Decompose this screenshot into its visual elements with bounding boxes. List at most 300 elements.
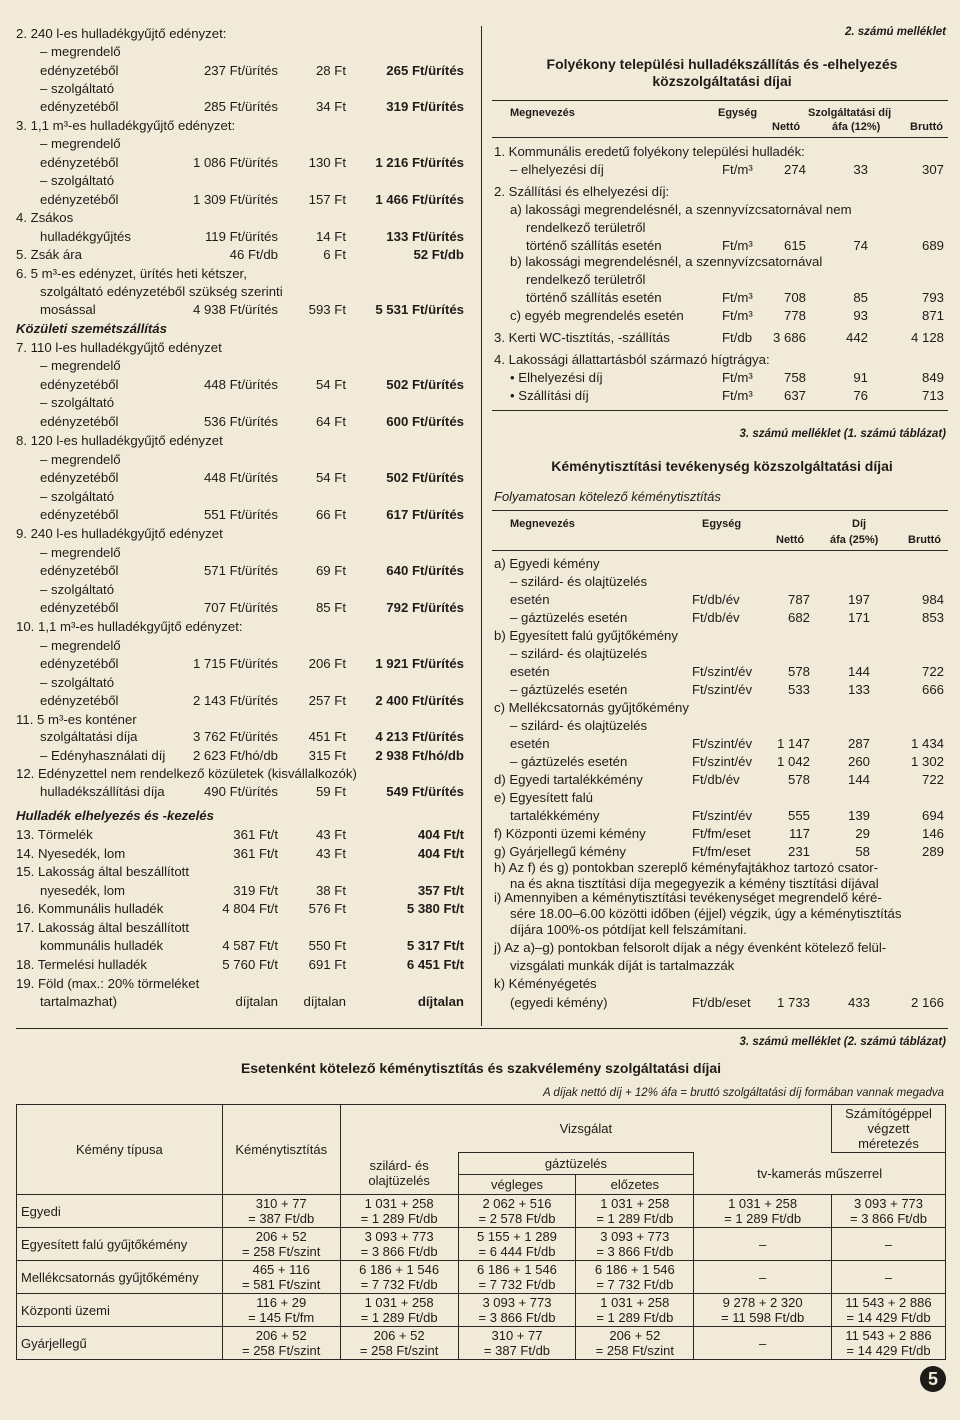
fee-gross: 793 <box>921 290 944 305</box>
row-label: – szolgáltató <box>40 675 115 690</box>
chimney-label: – szilárd- és olajtüzelés <box>510 574 648 589</box>
price-row <box>16 358 474 374</box>
row-net: 46 Ft/db <box>229 247 278 262</box>
price-row <box>16 638 474 654</box>
row-gross: 404 Ft/t <box>417 827 464 842</box>
tv-line1: – <box>759 1236 767 1252</box>
chimney-label: d) Egyedi tartalékkémény <box>494 772 643 787</box>
annex2-header-gross: Bruttó <box>910 121 943 133</box>
chimney-net: 533 <box>787 682 810 697</box>
chimney-label: – szilárd- és olajtüzelés <box>510 646 648 661</box>
row-label: 12. Edényzettel nem rendelkező közületek (kisvállalkozók) <box>16 766 357 781</box>
type-cell <box>17 1261 223 1294</box>
fee-row <box>494 308 948 324</box>
annex3b-header-type: Kémény típusa <box>17 1105 223 1195</box>
fee-vat: 76 <box>853 388 868 403</box>
chimney-net: 117 <box>788 826 810 841</box>
tv-line1: – <box>759 1269 767 1285</box>
price-row <box>16 526 474 542</box>
final-cell <box>458 1228 576 1261</box>
annex3a-last-unit: Ft/db/eset <box>692 995 751 1010</box>
final-line2: = 2 578 Ft/db <box>478 1211 556 1226</box>
price-row <box>16 470 474 486</box>
chimney-fee-row <box>494 556 948 572</box>
price-row <box>16 433 474 449</box>
fee-unit: Ft/m³ <box>722 308 753 323</box>
row-gross: 640 Ft/ürítés <box>386 563 464 578</box>
price-row <box>16 452 474 468</box>
clean-line1: 116 + 29 <box>256 1295 307 1310</box>
fee-label: 1. Kommunális eredetű folyékony települési hulladék: <box>494 144 805 159</box>
solid-line2: = 1 289 Ft/db <box>360 1211 438 1226</box>
row-label: – megrendelő <box>40 638 121 653</box>
fee-row <box>494 220 948 236</box>
fee-row <box>494 144 948 160</box>
row-net: 237 Ft/ürítés <box>203 63 278 78</box>
type-label: Központi üzemi <box>21 1302 110 1318</box>
price-row <box>16 340 474 356</box>
price-row <box>16 247 474 263</box>
clean-line2: = 581 Ft/szint <box>242 1277 321 1292</box>
price-row <box>16 827 474 843</box>
clean-line1: 206 + 52 <box>255 1229 307 1244</box>
chimney-unit: Ft/szint/év <box>692 736 753 751</box>
row-label: 17. Lakosság által beszállított <box>16 920 190 935</box>
row-label: nyesedék, lom <box>40 883 126 898</box>
fee-gross: 849 <box>921 370 944 385</box>
chimney-gross: 722 <box>921 772 944 787</box>
tv-line1: 1 031 + 258 <box>728 1196 798 1211</box>
row-gross: 792 Ft/ürítés <box>386 600 464 615</box>
prelim-cell <box>576 1228 694 1261</box>
price-row <box>16 675 474 691</box>
comp-cell <box>832 1228 946 1261</box>
final-cell <box>458 1261 576 1294</box>
chimney-label: – gáztüzelés esetén <box>510 682 628 697</box>
fee-label: c) egyéb megrendelés esetén <box>510 308 684 323</box>
chimney-gross: 666 <box>921 682 944 697</box>
annex3b-header-gas: gáztüzelés <box>458 1153 694 1175</box>
price-row <box>16 155 474 171</box>
row-net: 119 Ft/ürítés <box>204 229 278 244</box>
final-cell <box>458 1294 576 1327</box>
row-vat: 69 Ft <box>315 563 346 578</box>
row-net: 319 Ft/t <box>233 883 278 898</box>
solid-line2: = 1 289 Ft/db <box>360 1310 438 1325</box>
chimney-fee-row <box>494 610 948 626</box>
fee-gross: 871 <box>921 308 944 323</box>
row-label: edényzetéből <box>40 600 119 615</box>
chimney-gross: 853 <box>921 610 944 625</box>
price-row <box>16 63 474 79</box>
chimney-unit: Ft/szint/év <box>692 808 753 823</box>
row-label: – Edényhasználati díj <box>40 748 166 763</box>
row-vat: díjtalan <box>303 994 346 1009</box>
chimney-unit: Ft/db/év <box>692 610 740 625</box>
row-label: edényzetéből <box>40 693 119 708</box>
row-label: – megrendelő <box>40 452 121 467</box>
row-label: 5. Zsák ára <box>16 247 82 262</box>
annex2-header-unit: Egység <box>718 107 758 119</box>
prelim-line1: 1 031 + 258 <box>600 1295 670 1310</box>
chimney-type-row <box>17 1327 946 1360</box>
final-line2: = 3 866 Ft/db <box>478 1310 556 1325</box>
final-line2: = 7 732 Ft/db <box>478 1277 556 1292</box>
row-net: 361 Ft/t <box>233 846 278 861</box>
tv-cell <box>694 1261 832 1294</box>
price-row <box>16 545 474 561</box>
clean-line2: = 258 Ft/szint <box>242 1244 321 1259</box>
chimney-fee-row <box>494 790 948 806</box>
row-net: 551 Ft/ürítés <box>203 507 278 522</box>
row-label: 10. 1,1 m³-es hulladékgyűjtő edényzet: <box>16 619 243 634</box>
annex2-label: 2. számú melléklet <box>845 26 946 38</box>
row-gross: 1 921 Ft/ürítés <box>375 656 464 671</box>
row-vat: 691 Ft <box>308 957 346 972</box>
chimney-vat: 139 <box>847 808 870 823</box>
annex3a-last-gross: 2 166 <box>910 995 944 1010</box>
chimney-net: 1 147 <box>776 736 810 751</box>
price-row <box>16 210 474 226</box>
comp-cell <box>832 1261 946 1294</box>
price-row <box>16 938 474 954</box>
chimney-label: a) Egyedi kémény <box>494 556 600 571</box>
fee-row <box>494 254 948 270</box>
row-vat: 54 Ft <box>315 470 346 485</box>
chimney-label: tartalékkémény <box>510 808 600 823</box>
row-label: – megrendelő <box>40 136 121 151</box>
solid-line1: 1 031 + 258 <box>364 1196 434 1211</box>
chimney-unit: Ft/fm/eset <box>692 844 751 859</box>
annex2-header-top-rule <box>492 100 948 101</box>
prelim-line1: 206 + 52 <box>609 1328 661 1343</box>
row-gross: 549 Ft/ürítés <box>386 784 464 799</box>
row-vat: 43 Ft <box>315 846 346 861</box>
price-row <box>16 920 474 936</box>
row-net: 448 Ft/ürítés <box>203 377 278 392</box>
row-vat: 14 Ft <box>315 229 346 244</box>
chimney-net: 1 042 <box>776 754 810 769</box>
fee-row <box>494 370 948 386</box>
chimney-net: 555 <box>787 808 810 823</box>
row-label: – szolgáltató <box>40 81 115 96</box>
fee-label: • Szállítási díj <box>510 388 589 403</box>
chimney-label: e) Egyesített falú <box>494 790 593 805</box>
chimney-gross: 1 434 <box>910 736 944 751</box>
price-row <box>16 729 474 745</box>
row-net: 571 Ft/ürítés <box>203 563 278 578</box>
row-gross: 319 Ft/ürítés <box>386 99 464 114</box>
chimney-label: f) Központi üzemi kémény <box>494 826 646 841</box>
chimney-net: 578 <box>787 664 810 679</box>
row-vat: 28 Ft <box>315 63 346 78</box>
chimney-type-row <box>17 1294 946 1327</box>
row-gross: 6 451 Ft/t <box>406 957 464 972</box>
row-label: szolgáltatási díja <box>40 729 138 744</box>
prelim-line2: = 7 732 Ft/db <box>596 1277 674 1292</box>
row-label: tartalmazhat) <box>40 994 117 1009</box>
chimney-label: c) Mellékcsatornás gyűjtőkémény <box>494 700 689 715</box>
type-cell <box>17 1294 223 1327</box>
fee-row <box>494 238 948 254</box>
row-gross: 5 531 Ft/ürítés <box>375 302 464 317</box>
solid-cell <box>340 1294 458 1327</box>
final-line1: 2 062 + 516 <box>482 1196 552 1211</box>
row-net: 3 762 Ft/ürítés <box>192 729 278 744</box>
comp-line1: 3 093 + 773 <box>853 1196 924 1211</box>
price-row <box>16 44 474 60</box>
row-net: 1 715 Ft/ürítés <box>192 656 278 671</box>
chimney-fee-row <box>494 718 948 734</box>
chimney-fee-row <box>494 682 948 698</box>
fee-unit: Ft/m³ <box>722 162 753 177</box>
row-gross: 1 216 Ft/ürítés <box>375 155 464 170</box>
fee-label: történő szállítás esetén <box>526 290 662 305</box>
fee-label: – elhelyezési díj <box>510 162 604 177</box>
prelim-line2: = 1 289 Ft/db <box>596 1310 674 1325</box>
row-label: – szolgáltató <box>40 395 115 410</box>
clean-cell <box>222 1195 340 1228</box>
comp-cell <box>832 1195 946 1228</box>
type-label: Mellékcsatornás gyűjtőkémény <box>21 1269 199 1285</box>
row-vat: 54 Ft <box>315 377 346 392</box>
solid-cell <box>340 1261 458 1294</box>
row-vat: 6 Ft <box>323 247 346 262</box>
type-cell <box>17 1327 223 1360</box>
chimney-fee-row <box>494 592 948 608</box>
chimney-label: – gáztüzelés esetén <box>510 610 628 625</box>
price-row <box>16 414 474 430</box>
clean-cell <box>222 1294 340 1327</box>
fee-net: 615 <box>783 238 806 253</box>
price-row <box>16 619 474 635</box>
chimney-net: 787 <box>787 592 810 607</box>
fee-vat: 33 <box>853 162 868 177</box>
clean-line1: 465 + 116 <box>252 1262 310 1277</box>
fee-label: történő szállítás esetén <box>526 238 662 253</box>
row-gross: 2 400 Ft/ürítés <box>375 693 464 708</box>
prelim-cell <box>576 1195 694 1228</box>
row-label: 11. 5 m³-es konténer <box>16 712 137 727</box>
price-row <box>16 489 474 505</box>
fee-unit: Ft/m³ <box>722 290 753 305</box>
comp-line2: = 14 429 Ft/db <box>846 1310 931 1325</box>
annex3b-header-prelim: előzetes <box>576 1175 694 1195</box>
section-title: Hulladék elhelyezés és -kezelés <box>16 808 214 823</box>
row-vat: 315 Ft <box>308 748 346 763</box>
row-net: 2 623 Ft/hó/db <box>192 748 278 763</box>
row-label: 16. Kommunális hulladék <box>16 901 164 916</box>
chimney-vat: 29 <box>855 826 870 841</box>
annex2-header-bottom-rule <box>492 137 948 138</box>
fee-net: 637 <box>783 388 806 403</box>
chimney-gross: 694 <box>921 808 944 823</box>
final-line2: = 6 444 Ft/db <box>478 1244 556 1259</box>
price-row <box>16 266 474 282</box>
tv-line1: – <box>759 1335 767 1351</box>
fee-row <box>494 330 948 346</box>
row-label: edényzetéből <box>40 656 119 671</box>
fee-row <box>494 202 948 218</box>
row-gross: 617 Ft/ürítés <box>386 507 464 522</box>
price-row <box>16 26 474 42</box>
fee-gross: 4 128 <box>910 330 944 345</box>
chimney-vat: 144 <box>847 772 870 787</box>
price-row <box>16 173 474 189</box>
clean-line1: 310 + 77 <box>255 1196 307 1211</box>
fee-row <box>494 290 948 306</box>
row-label: hulladékgyűjtés <box>40 229 131 244</box>
price-row <box>16 748 474 764</box>
annex3a-last-label: (egyedi kémény) <box>510 995 608 1010</box>
annex3a-header-bottom-rule <box>492 550 948 551</box>
price-row <box>16 192 474 208</box>
chimney-vat: 58 <box>855 844 870 859</box>
fee-vat: 74 <box>853 238 868 253</box>
comp-cell <box>832 1294 946 1327</box>
row-label: edényzetéből <box>40 470 119 485</box>
row-label: 3. 1,1 m³-es hulladékgyűjtő edényzet: <box>16 118 236 133</box>
price-row <box>16 229 474 245</box>
row-label: – megrendelő <box>40 358 121 373</box>
chimney-unit: Ft/szint/év <box>692 664 753 679</box>
row-label: edényzetéből <box>40 192 119 207</box>
fee-label: rendelkező területről <box>526 220 646 235</box>
price-row <box>16 563 474 579</box>
prelim-line2: = 3 866 Ft/db <box>596 1244 674 1259</box>
clean-line2: = 387 Ft/db <box>248 1211 315 1226</box>
chimney-label: esetén <box>510 592 550 607</box>
price-row <box>16 656 474 672</box>
chimney-vat: 144 <box>847 664 870 679</box>
final-line1: 5 155 + 1 289 <box>477 1229 557 1244</box>
row-net: 490 Ft/ürítés <box>203 784 278 799</box>
row-net: 448 Ft/ürítés <box>203 470 278 485</box>
row-gross: 2 938 Ft/hó/db <box>375 748 464 763</box>
solid-line2: = 3 866 Ft/db <box>360 1244 438 1259</box>
fee-vat: 442 <box>845 330 868 345</box>
chimney-unit: Ft/db/év <box>692 772 740 787</box>
row-vat: 257 Ft <box>308 693 346 708</box>
chimney-fee-row <box>494 736 948 752</box>
row-net: 5 760 Ft/t <box>222 957 278 972</box>
final-line1: 6 186 + 1 546 <box>477 1262 557 1277</box>
fee-gross: 307 <box>921 162 944 177</box>
annex3a-header-unit: Egység <box>702 518 742 530</box>
chimney-unit: Ft/fm/eset <box>692 826 751 841</box>
chimney-fee-row <box>494 700 948 716</box>
row-net: díjtalan <box>235 994 278 1009</box>
row-net: 1 086 Ft/ürítés <box>192 155 278 170</box>
type-cell <box>17 1228 223 1261</box>
annex3b-header-final: végleges <box>458 1175 576 1195</box>
tv-cell <box>694 1327 832 1360</box>
row-label: – szolgáltató <box>40 489 115 504</box>
annex3a-last-net: 1 733 <box>776 995 810 1010</box>
tv-line1: 9 278 + 2 320 <box>722 1295 803 1310</box>
fee-gross: 713 <box>921 388 944 403</box>
row-vat: 550 Ft <box>308 938 346 953</box>
price-row <box>16 864 474 880</box>
fee-unit: Ft/m³ <box>722 388 753 403</box>
fee-gross: 689 <box>921 238 944 253</box>
annex2-title-2: közszolgáltatási díjai <box>652 73 792 89</box>
price-row <box>16 302 474 318</box>
price-row <box>16 81 474 97</box>
row-net: 4 938 Ft/ürítés <box>192 302 278 317</box>
prelim-cell <box>576 1327 694 1360</box>
fee-net: 3 686 <box>772 330 806 345</box>
fee-label: a) lakossági megrendelésnél, a szennyvízcsatornával nem <box>510 202 852 217</box>
price-row <box>16 712 474 728</box>
chimney-note: sére 18.00–6.00 közötti időben (éjjel) végzik, úgy a kéménytisztítás <box>510 906 902 921</box>
price-row <box>16 976 474 992</box>
row-label: edényzetéből <box>40 414 119 429</box>
chimney-gross: 1 302 <box>910 754 944 769</box>
chimney-vat: 171 <box>847 610 870 625</box>
chimney-unit: Ft/szint/év <box>692 754 753 769</box>
chimney-vat: 197 <box>847 592 870 607</box>
annex2-header-name: Megnevezés <box>510 107 575 119</box>
chimney-vat: 287 <box>847 736 870 751</box>
section-title: Közületi szemétszállítás <box>16 321 167 336</box>
prelim-line1: 6 186 + 1 546 <box>594 1262 675 1277</box>
solid-cell <box>340 1327 458 1360</box>
chimney-fee-row <box>494 664 948 680</box>
fee-label: 2. Szállítási és elhelyezési díj: <box>494 184 670 199</box>
fee-unit: Ft/m³ <box>722 370 753 385</box>
fee-net: 708 <box>783 290 806 305</box>
row-label: edényzetéből <box>40 507 119 522</box>
annex3a-title: Kéménytisztítási tevékenység közszolgáltatási díjai <box>551 458 893 474</box>
fee-vat: 93 <box>853 308 868 323</box>
price-row <box>16 846 474 862</box>
comp-line2: = 14 429 Ft/db <box>846 1343 931 1358</box>
annex2-header-vat: áfa (12%) <box>832 121 881 133</box>
chimney-net: 578 <box>787 772 810 787</box>
chimney-label: g) Gyárjellegű kémény <box>494 844 626 859</box>
chimney-label: b) Egyesített falú gyűjtőkémény <box>494 628 678 643</box>
fee-vat: 85 <box>853 290 868 305</box>
chimney-note: na és akna tisztítási díja megegyezik a kémény tisztítási díjával <box>510 876 879 891</box>
row-net: 707 Ft/ürítés <box>203 600 278 615</box>
chimney-type-row <box>17 1261 946 1294</box>
row-label: edényzetéből <box>40 63 119 78</box>
final-cell <box>458 1195 576 1228</box>
price-row <box>16 766 474 782</box>
type-cell <box>17 1195 223 1228</box>
clean-cell <box>222 1228 340 1261</box>
annex3a-header-fee: Díj <box>852 518 867 530</box>
chimney-note: j) Az a)–g) pontokban felsorolt díjak a négy évenként kötelező felül- <box>494 940 887 955</box>
chimney-unit: Ft/db/év <box>692 592 740 607</box>
price-row <box>16 901 474 917</box>
price-row <box>16 377 474 393</box>
price-row <box>16 284 474 300</box>
prelim-line2: = 1 289 Ft/db <box>596 1211 674 1226</box>
annex2-header-fee: Szolgáltatási díj <box>808 107 892 119</box>
type-label: Egyedi <box>21 1203 61 1219</box>
fee-net: 274 <box>783 162 806 177</box>
row-gross: 265 Ft/ürítés <box>386 63 464 78</box>
chimney-gross: 722 <box>921 664 944 679</box>
chimney-type-row <box>17 1195 946 1228</box>
row-net: 285 Ft/ürítés <box>203 99 278 114</box>
row-vat: 157 Ft <box>308 192 346 207</box>
row-vat: 43 Ft <box>315 827 346 842</box>
annex3b-note: A díjak nettó díj + 12% áfa = bruttó szolgáltatási díj formában vannak megadva <box>542 1087 944 1099</box>
row-label: 13. Törmelék <box>16 827 93 842</box>
